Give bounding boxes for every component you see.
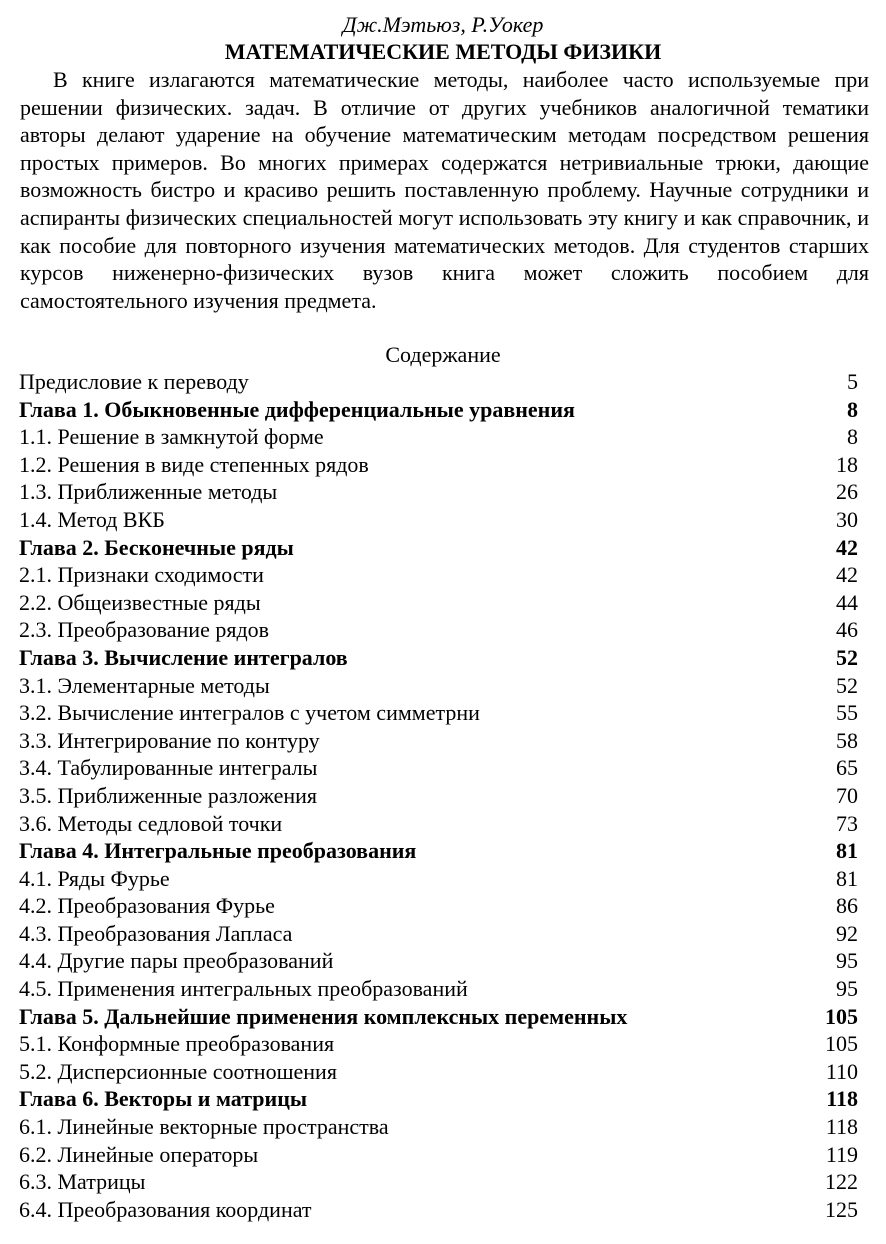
toc-section-row — [0, 699, 886, 727]
toc-entry-title: 6.1. Линейные векторные пространства — [19, 1114, 389, 1140]
toc-section-row — [0, 506, 886, 534]
toc-entry-title: 4.3. Преобразования Лапласа — [19, 920, 293, 946]
toc-section-row — [0, 810, 886, 838]
toc-entry-page: 5 — [847, 369, 858, 394]
toc-entry-title: Глава 1. Обыкновенные дифференциальные уравнения — [19, 396, 575, 422]
toc-section-row — [0, 754, 886, 782]
abstract-paragraph: В книге излагаются математические методы, наиболее часто используемые при решении физических. задач. В отличие от других учебников аналогичной тематики авторы делают ударение на обучение математическим методам посредством решения простых примеров. Во многих примерах содержатся нетривиальные трюки, дающие возможность бистро и красиво решить поставленную проблему. Научные сотрудники и аспиранты физических специальностей могут использовать эту книгу и как справочник, и как пособие для повторного изучения математических методов. Для студентов старших курсов ниженерно-физических вузов книга может сложить пособием для самостоятельного изучения предмета. — [20, 67, 869, 313]
toc-entry-page: 73 — [836, 810, 858, 836]
toc-entry-page: 92 — [836, 920, 858, 946]
toc-section-row — [0, 947, 886, 975]
toc-section-row — [0, 727, 886, 755]
toc-entry-page: 118 — [826, 1086, 858, 1112]
toc-section-row — [0, 478, 886, 506]
toc-chapter-row — [0, 1003, 886, 1031]
toc-entry-title: 3.5. Приближенные разложения — [19, 782, 318, 808]
toc-section-row — [0, 451, 886, 479]
toc-entry-title: Глава 6. Векторы и матрицы — [19, 1086, 308, 1112]
toc-entry-title: 4.1. Ряды Фурье — [19, 865, 170, 891]
toc-section-row — [0, 672, 886, 700]
table-of-contents — [0, 368, 886, 1223]
toc-entry-page: 95 — [836, 948, 858, 974]
toc-entry-title: 2.2. Общеизвестные ряды — [19, 589, 261, 615]
toc-entry-page: 95 — [836, 976, 858, 1002]
toc-entry-page: 81 — [836, 838, 858, 864]
toc-entry-title: 2.1. Признаки сходимости — [19, 562, 264, 588]
toc-section-row — [0, 782, 886, 810]
toc-section-row — [0, 1168, 886, 1196]
toc-entry-page: 110 — [825, 1058, 858, 1084]
toc-entry-page: 105 — [825, 1003, 858, 1029]
toc-section-row — [0, 920, 886, 948]
toc-entry-page: 46 — [836, 617, 858, 643]
toc-entry-page: 81 — [836, 865, 858, 891]
toc-section-row — [0, 1058, 886, 1086]
toc-section-row — [0, 616, 886, 644]
toc-entry-title: 1.4. Метод ВКБ — [19, 506, 165, 532]
toc-entry-title: 3.3. Интегрирование по контуру — [19, 727, 320, 753]
toc-chapter-row — [0, 837, 886, 865]
contents-heading: Содержание — [385, 342, 501, 367]
toc-section-row — [0, 1030, 886, 1058]
toc-section-row — [0, 368, 886, 396]
toc-section-row — [0, 589, 886, 617]
toc-entry-title: 3.1. Элементарные методы — [19, 672, 270, 698]
toc-entry-page: 30 — [836, 506, 858, 532]
toc-entry-title: Предисловие к переводу — [19, 369, 249, 394]
toc-entry-page: 55 — [836, 700, 858, 726]
toc-entry-page: 52 — [836, 644, 858, 670]
toc-chapter-row — [0, 534, 886, 562]
toc-entry-title: 6.4. Преобразования координат — [19, 1196, 312, 1222]
toc-entry-title: 2.3. Преобразование рядов — [19, 617, 270, 643]
toc-entry-title: 1.1. Решение в замкнутой форме — [19, 424, 324, 450]
toc-entry-title: 4.4. Другие пары преобразований — [19, 948, 334, 974]
toc-chapter-row — [0, 396, 886, 424]
toc-section-row — [0, 1196, 886, 1224]
toc-entry-page: 70 — [836, 782, 858, 808]
toc-entry-page: 8 — [847, 396, 858, 422]
toc-entry-page: 125 — [825, 1196, 858, 1222]
toc-entry-title: Глава 3. Вычисление интегралов — [19, 644, 348, 670]
toc-entry-title: 1.3. Приближенные методы — [19, 479, 278, 505]
toc-entry-title: 6.2. Линейные операторы — [19, 1141, 259, 1167]
toc-entry-title: 3.2. Вычисление интегралов с учетом симметрни — [19, 700, 480, 726]
toc-entry-page: 26 — [836, 479, 858, 505]
toc-entry-page: 119 — [825, 1141, 858, 1167]
toc-entry-page: 52 — [836, 672, 858, 698]
toc-entry-title: 4.5. Применения интегральных преобразований — [19, 976, 468, 1002]
toc-entry-title: 4.2. Преобразования Фурье — [19, 893, 275, 919]
toc-section-row — [0, 1113, 886, 1141]
toc-entry-page: 105 — [825, 1031, 858, 1057]
toc-entry-title: 3.4. Табулированные интегралы — [19, 755, 318, 781]
toc-section-row — [0, 1141, 886, 1169]
toc-chapter-row — [0, 644, 886, 672]
toc-entry-page: 44 — [836, 589, 858, 615]
toc-entry-title: 5.2. Дисперсионные соотношения — [19, 1058, 337, 1084]
toc-entry-page: 86 — [836, 893, 858, 919]
toc-entry-title: 5.1. Конформные преобразования — [19, 1031, 335, 1057]
toc-section-row — [0, 865, 886, 893]
toc-entry-title: Глава 2. Бесконечные ряды — [19, 534, 294, 560]
toc-entry-page: 8 — [847, 424, 858, 450]
book-title: МАТЕМАТИЧЕСКИЕ МЕТОДЫ ФИЗИКИ — [224, 39, 662, 64]
toc-entry-page: 58 — [836, 727, 858, 753]
toc-entry-title: 1.2. Решения в виде степенных рядов — [19, 451, 369, 477]
toc-entry-page: 118 — [825, 1114, 858, 1140]
toc-entry-page: 65 — [836, 755, 858, 781]
toc-entry-page: 122 — [825, 1169, 858, 1195]
toc-section-row — [0, 892, 886, 920]
toc-section-row — [0, 975, 886, 1003]
toc-entry-page: 42 — [836, 562, 858, 588]
toc-entry-page: 18 — [836, 451, 858, 477]
toc-entry-title: 6.3. Матрицы — [19, 1169, 146, 1195]
toc-section-row — [0, 423, 886, 451]
authors: Дж.Мэтьюз, Р.Уокер — [342, 12, 544, 37]
toc-entry-title: 3.6. Методы седловой точки — [19, 810, 283, 836]
toc-chapter-row — [0, 1085, 886, 1113]
toc-entry-title: Глава 4. Интегральные преобразования — [19, 838, 417, 864]
toc-entry-page: 42 — [836, 534, 858, 560]
toc-section-row — [0, 561, 886, 589]
toc-entry-title: Глава 5. Дальнейшие применения комплексных переменных — [19, 1003, 628, 1029]
